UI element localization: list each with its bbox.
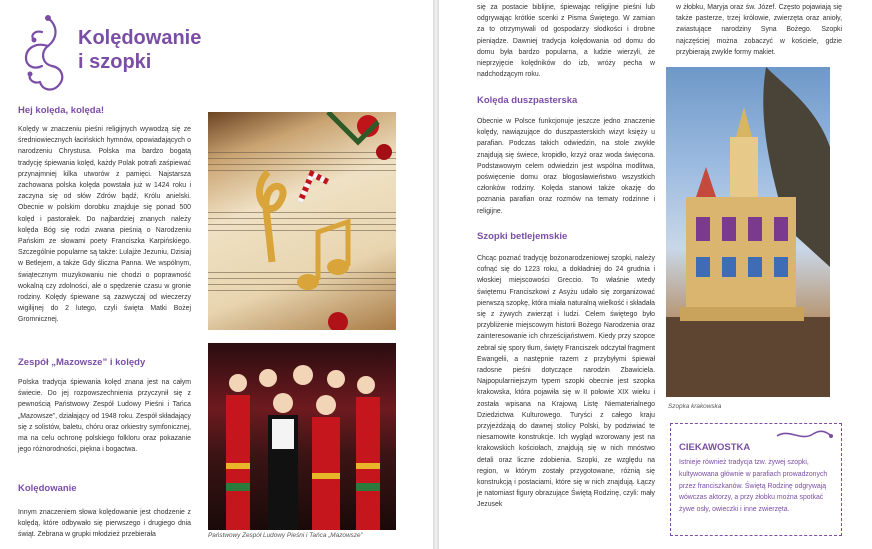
paragraph-duszpasterska: Obecnie w Polsce funkcjonuje jeszcze jedno znaczenie kolędy, nawiązujące do duszpasterskich wizyt księży u parafian. Podczas takich odwiedzin, na stole zwykle znajdują się świece, kropidło, krzyż oraz woda święcona. Podstawowym celem odwiedzin jest wspólna modlitwa, poświęcenie domu oraz błogosławieństwo wszystkich członków rodziny. Kolęda stanowi także okazję do poznania parafian oraz rozmów na tematy rodzinne i religijne. <box>477 118 655 215</box>
ciekawostka-heading: CIEKAWOSTKA <box>679 442 751 453</box>
left-page <box>0 0 433 549</box>
title-line-2: i szopki <box>78 51 152 73</box>
decorative-flourish-icon <box>775 426 835 442</box>
paragraph-continued: się za postacie biblijne, śpiewając religijne pieśni lub odgrywając krótkie scenki z Pisma Świętego. W zamian za to otrzymywali od gospodarzy słodkości i drobne pieniądze. Dawniej tradycja kolędowania od domu do domu była bardzo popularna, a ludzie wierzyli, że nieprzyjęcie kolędników do izb, wróży pecha w nadchodzącym roku. <box>477 4 655 79</box>
nativity-scene-icon <box>666 67 830 397</box>
paragraph-szopki-continued: w żłobku, Maryja oraz św. Józef. Często pojawiają się także pasterze, trzej królowie, zwierzęta oraz anioły, zwiastujące narodziny Syna Bożego. Szopki najczęściej można zobaczyć w kościele, gdzie przybierają zwykle formy makiet. <box>676 4 842 56</box>
heading-hej-koleda: Hej kolęda, kolęda! <box>18 105 105 116</box>
choir-photo <box>208 343 396 530</box>
ciekawostka-box <box>670 423 842 536</box>
sheet-music-photo <box>208 112 396 330</box>
heading-szopki: Szopki betlejemskie <box>477 231 568 242</box>
page-title <box>78 26 201 74</box>
ciekawostka-text: Istnieje również tradycja tzw. żywej szopki, kultywowana głównie w parafiach prowadzonych przez franciszkanów. Świętą Rodzinę odgrywają wówczas aktorzy, a przy żłobku można spotkać żywe osły, owieczki i inne zwierzęta. <box>679 459 828 514</box>
folk-choir-figures-icon <box>208 343 396 530</box>
heading-duszpasterska: Kolęda duszpasterska <box>477 95 578 106</box>
heading-koledowanie: Kolędowanie <box>18 483 77 494</box>
ornaments-and-notes-icon <box>208 112 396 330</box>
title-line-1: Kolędowanie <box>78 27 202 49</box>
paragraph-koledowanie: Innym znaczeniem słowa kolędowanie jest chodzenie z kolędą, które odbywało się pierwszego i drugiego dnia świąt. Zebrana w grupki młodzież przebierała <box>18 509 191 539</box>
szopka-krakowska-photo <box>666 67 830 397</box>
heading-mazowsze: Zespół „Mazowsze” i kolędy <box>18 357 146 368</box>
paragraph-szopki: Chcąc poznać tradycję bożonarodzeniowej szopki, należy cofnąć się do 1223 roku, a dokładniej do 24 grudnia i włoskiej miejscowości Greccio. To właśnie wtedy świętemu Franciszkowi z Asyżu udało się zorganizować pierwszą szopkę, która miała naturalną wielkość i składała się z żywych zwierząt i ludzi. Celem świętego było przybliżenie miejscowym historii Bożego Narodzenia oraz zainteresowanie ich chrześcijaństwem. Kiedy przy szopce zebrał się spory tłum, święty Franciszek odczytał fragment Ewangelii, a następnie razem z przybyłymi śpiewał radosne pieśni dotyczące narodzin Zbawiciela. Najpopularniejszym typem szopki obecnie jest szopka krakowska, która pojawiła się w II połowie XIX wieku i została wpisana na Krajową Listę Niematerialnego Dziedzictwa Kulturowego. Turyści z całego kraju przyjeżdżają do dawnej stolicy Polski, by podziwiać te niesamowite konstrukcje. Ich wygląd wzorowany jest na krakowskich kościołach, znajdują się w nich mnóstwo detali oraz liczne zdobienia. Szopki, ze względu na region, w którym zostały przygotowane, różnią się konstrukcją i postaciami, które się w nich znajdują. Łączy je natomiast figury obrazujące Świętą Rodzinę, czyli: mały Jezusek <box>477 255 655 509</box>
paragraph-hej-koleda: Kolędy w znaczeniu pieśni religijnych wywodzą się ze średniowiecznych łacińskich hymnów, opowiadających o narodzeniu Chrystusa. Polska ma bardzo bogatą tradycję śpiewania kolęd, każdy Polak potrafi zaśpiewać przynajmniej kilka utworów z pamięci. Najstarsza zachowana polska kolęda powstała już w 1424 roku i zaczyna się od słów Zdrów bądź, Królu anielski. Obecnie w polskim dorobku znajduje się ponad 500 kolęd i pastorałek. Do najbardziej znanych należy kolęda Bóg się rodzi zwana pieśnią o Narodzeniu Pańskim ze słowami poety Franciszka Karpińskiego. Szczególnie popularne są także: Lulajże Jezuniu, Dzisiaj w Betlejem, a także Gdy śliczna Panna. We wspólnym, świątecznym muzykowaniu nie chodzi o poprawność wokalną czy zdolności, ale o spędzenie czasu w gronie rodziny. Kolędy śpiewane są zazwyczaj od wieczerzy wigilijnej do 2 lutego, czyli święta Matki Bożej Gromnicznej. <box>18 126 191 324</box>
caption-choir: Państwowy Zespół Ludowy Pieśni i Tańca „Mazowsze” <box>208 532 363 539</box>
caption-szopka: Szopka krakowska <box>668 403 722 410</box>
decorative-swirl-logo <box>18 12 73 94</box>
paragraph-mazowsze: Polska tradycja śpiewania kolęd znana jest na całym świecie. Do jej rozpowszechnienia przyczynił się z pewnością Państwowy Zespół Ludowy Pieśni i Tańca „Mazowsze”, działający od 1948 roku. Zespół składający się z solistów, baletu, chóru oraz orkiestry symfonicznej, ma na celu ochronę polskiego folkloru oraz pokazanie jego różnorodności, piękna i bogactwa. <box>18 379 191 454</box>
